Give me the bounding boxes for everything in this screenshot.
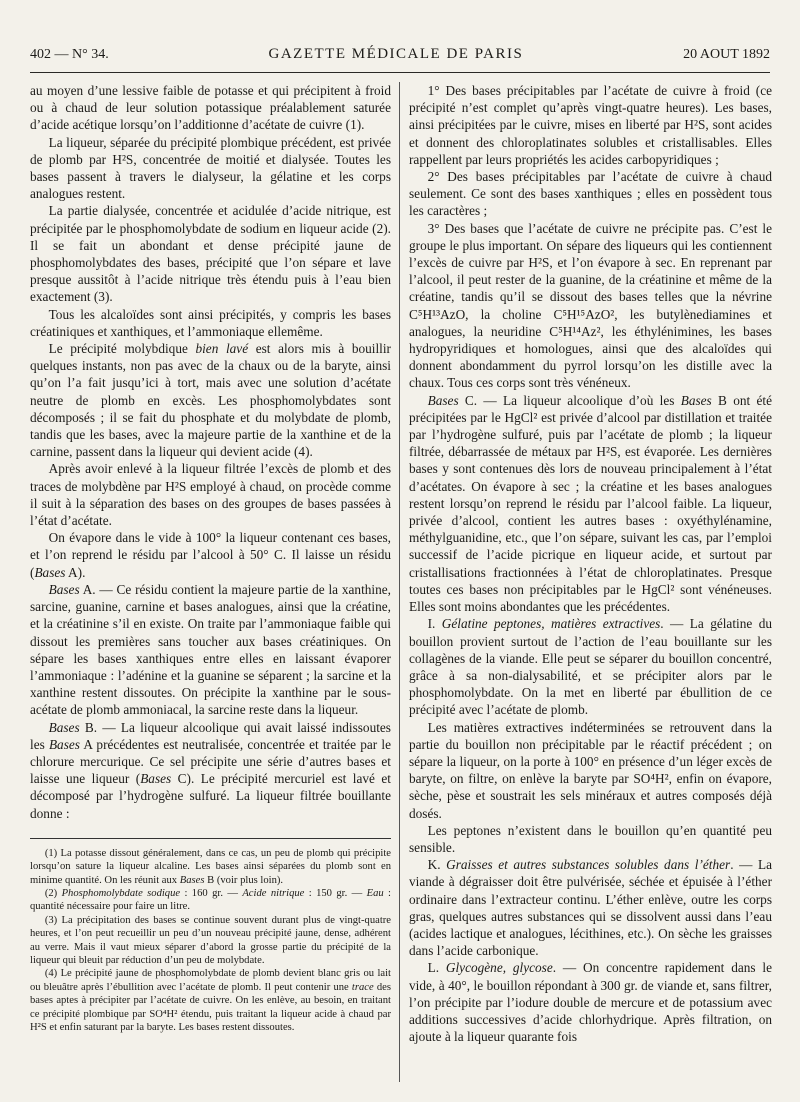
footnote: (4) Le précipité jaune de phosphomolybdate de plomb devient blanc gris ou lait ou bleuâtre après l’ébullition avec l’acétate de plomb. Il peut contenir une trace des bases aptes à précipiter par l’acétate de cuivre. On les enlève, au besoin, en traitant ce précipité plombique par SO⁴H² étendu, puis traitant la liqueur acide à chaud par H²S et enfin saturant par la baryte. Les bases restent dissoutes.: [30, 968, 391, 1034]
footnote: (3) La précipitation des bases se continue souvent durant plus de vingt-quatre heures, et l’on peut recueillir un peu d’un nouveau précipité jaune, dense, adhérent au verre. Mais il vaut mieux séparer d’abord la grosse partie du précipité de la liqueur qui bleuit par réduction d’un peu de molybdate.: [30, 914, 391, 966]
paragraph: On évapore dans le vide à 100° la liqueur contenant ces bases, et l’on reprend le résidu par l’alcool à 50° C. Il laisse un résidu (Bases A).: [30, 530, 391, 580]
paragraph: Après avoir enlevé à la liqueur filtrée l’excès de plomb et des traces de molybdène par H²S employé à chaud, on procède comme il suit à la séparation des bases on des groupes de bases passées à l’état d’acétate.: [30, 461, 391, 529]
page-header: [30, 46, 770, 68]
paragraph: 2° Des bases précipitables par l’acétate de cuivre à chaud seulement. Ce sont des bases xanthiques ; elles en possèdent tous les caractères ;: [409, 169, 772, 219]
left-column: [30, 82, 391, 1082]
paragraph: La partie dialysée, concentrée et acidulée d’acide nitrique, est précipitée par le phosphomolybdate de sodium en liqueur acide (2). Il se fait un abondant et dense précipité jaune de phosphomolybdates des bases, précipité que l’on sépare et lave presque aussitôt à l’acide nitrique très étendu puis à l’eau bien exactement (3).: [30, 203, 391, 305]
paragraph: Bases B. — La liqueur alcoolique qui avait laissé indissoutes les Bases A précédentes est neutralisée, concentrée et traitée par le chlorure mercurique. Ce sel précipite une série d’autres bases et laisse une liqueur (Bases C). Le précipité mercuriel est lavé et décomposé par l’hydrogène sulfuré. La liqueur filtrée bouillante donne :: [30, 719, 391, 821]
paragraph: Tous les alcaloïdes sont ainsi précipités, y compris les bases créatiniques et xanthiques, et l’ammoniaque ellemême.: [30, 306, 391, 339]
paragraph: Les peptones n’existent dans le bouillon qu’en quantité peu sensible.: [409, 822, 772, 855]
right-column: [409, 82, 772, 1082]
page-number: 402 — N° 34.: [30, 47, 109, 62]
paragraph: K. Graisses et autres substances solubles dans l’éther. — La viande à dégraisser doit être pulvérisée, séchée et épuisée à l’éther ordinaire dans l’extracteur continu. L’éther enlève, outre les corps gras, quelques autres substances qui se dissolvent aussi dans l’eau (acides lactique et analogues, lécithines, etc.). On sèche les graisses dans l’acide carbonique.: [409, 857, 772, 959]
journal-title: GAZETTE MÉDICALE DE PARIS: [268, 46, 524, 62]
footnotes: [30, 847, 391, 1035]
column-separator: [399, 82, 400, 1082]
footnote-rule: [30, 838, 391, 839]
paragraph: Bases A. — Ce résidu contient la majeure partie de la xanthine, sarcine, guanine, carnine et bases analogues, ainsi que la créatine, et la créatinine s’il en existe. On traite par l’ammoniaque faible qui dissout les premières sans toucher aux bases créatiniques. On sépare les bases xanthiques entre elles en laissant évaporer l’ammoniaque : l’adénine et la guanine se séparent ; la sarcine et la xanthine restent dissoutes. On précipite la xanthine par le sous-acétate de plomb ammoniacal, la sarcine reste dans la liqueur.: [30, 581, 391, 718]
paragraph: Les matières extractives indéterminées se retrouvent dans la partie du bouillon non précipitable par le réactif précédent ; on sépare la liqueur, on la porte à 100° en présence d’un léger excès de baryte, on filtre, on enlève la baryte par SO⁴H², enfin on évapore, sèche, pèse et soustrait les sels minéraux et autres composés déjà dosés.: [409, 719, 772, 821]
paragraph: au moyen d’une lessive faible de potasse et qui précipitent à froid ou à chaud de leur solution potassique préalablement saturée d’acide acétique lorsqu’on l’additionne d’acétate de cuivre (1).: [30, 83, 391, 133]
paragraph: L. Glycogène, glycose. — On concentre rapidement dans le vide, à 40°, le bouillon répondant à 300 gr. de viande et, sans filtrer, l’on précipite par l’iodure double de mercure et de potassium avec additions successives d’acide chlorhydrique. Après filtration, on ajoute à la liqueur quarante fois: [409, 960, 772, 1045]
paragraph: La liqueur, séparée du précipité plombique précédent, est privée de plomb par H²S, concentrée de moitié et dialysée. Toutes les bases passent à travers le dialyseur, la gélatine et les corps analogues restent.: [30, 134, 391, 202]
header-rule: [30, 72, 770, 73]
paragraph: I. Gélatine peptones, matières extractives. — La gélatine du bouillon provient surtout de l’action de l’eau bouillante sur les collagènes de la viande. Elle peut se séparer du bouillon concentré, grâce à sa non-dialysabilité, et se précipiter alors par le phosphomolybdate. On la met en liberté par ébullition de ce précipité avec l’acétate de plomb.: [409, 616, 772, 718]
issue-date: 20 AOUT 1892: [683, 47, 770, 62]
paragraph: 3° Des bases que l’acétate de cuivre ne précipite pas. C’est le groupe le plus important. On sépare des liqueurs qui les contiennent l’excès de cuivre par H²S, et l’on évapore à sec. En reprenant par l’alcool, il peut rester de la guanine, de la créatinine et même de la créatine, tandis qu’il se dissout des bases telles que la névrine C⁵H¹³AzO, la choline C⁵H¹⁵AzO², les butylènediamines et analogues, la neuridine C⁵H¹⁴Az², les éthylénimines, les bases hydropyridiques et homologues, ainsi que des alcaloïdes qui donnent abondamment du pyrrol lorsqu’on les distille avec la chaux. Tous ces corps sont très vénéneux.: [409, 220, 772, 391]
footnote: (1) La potasse dissout généralement, dans ce cas, un peu de plomb qui précipite lorsqu’on sature la liqueur alcaline. Les bases ainsi séparées du plomb sont en minime quantité. On les réunit aux Bases B (voir plus loin).: [30, 847, 391, 886]
paragraph: 1° Des bases précipitables par l’acétate de cuivre à froid (ce précipité n’est complet qu’après vingt-quatre heures). Les bases, ainsi précipitées par le cuivre, mises en liberté par H²S, sont acides et donnent des chloroplatinates solubles et cristallisables. Elles rappellent par leurs propriétés les acides carbopyridiques ;: [409, 83, 772, 167]
paragraph: Le précipité molybdique bien lavé est alors mis à bouillir quelques instants, non pas avec de la chaux ou de la baryte, ainsi qu’on l’a fait jusqu’ici à tort, mais avec une solution d’acétate neutre de plomb en excès. Les phosphomolybdates sont décomposés ; il se fait du phosphate et du molybdate de plomb, tandis que les bases, avec la majeure partie de la xanthine et de la carnine, passent dans la liqueur qui devient acide (4).: [30, 341, 391, 460]
paragraph: Bases C. — La liqueur alcoolique d’où les Bases B ont été précipitées par le HgCl² est privée d’alcool par distillation et traitée par l’hydrogène sulfuré, puis par l’acétate de plomb ; la liqueur filtrée, débarrassée de métaux par H²S, est évaporée. Les dernières bases y sont contenues dès lors de nouveau principalement à l’état d’acétates. On évapore à sec ; la créatine et les bases analogues restent lorsqu’on reprend le résidu par l’alcool faible. La liqueur, privée d’alcool, contient les autres bases : oxyéthylénamine, méthylguanidine, etc., que l’on sépare, suivant les cas, par l’emploi successif de l’acide picrique en liqueur acide, et surtout par cristallisations fractionnées à l’état de chloroplatinates. Presque toutes ces bases non précipitables par le HgCl² sont vénéneuses. Elles sont moins abondantes que les précédentes.: [409, 392, 772, 615]
footnote: (2) Phosphomolybdate sodique : 160 gr. — Acide nitrique : 150 gr. — Eau : quantité nécessaire pour faire un litre.: [30, 887, 391, 913]
